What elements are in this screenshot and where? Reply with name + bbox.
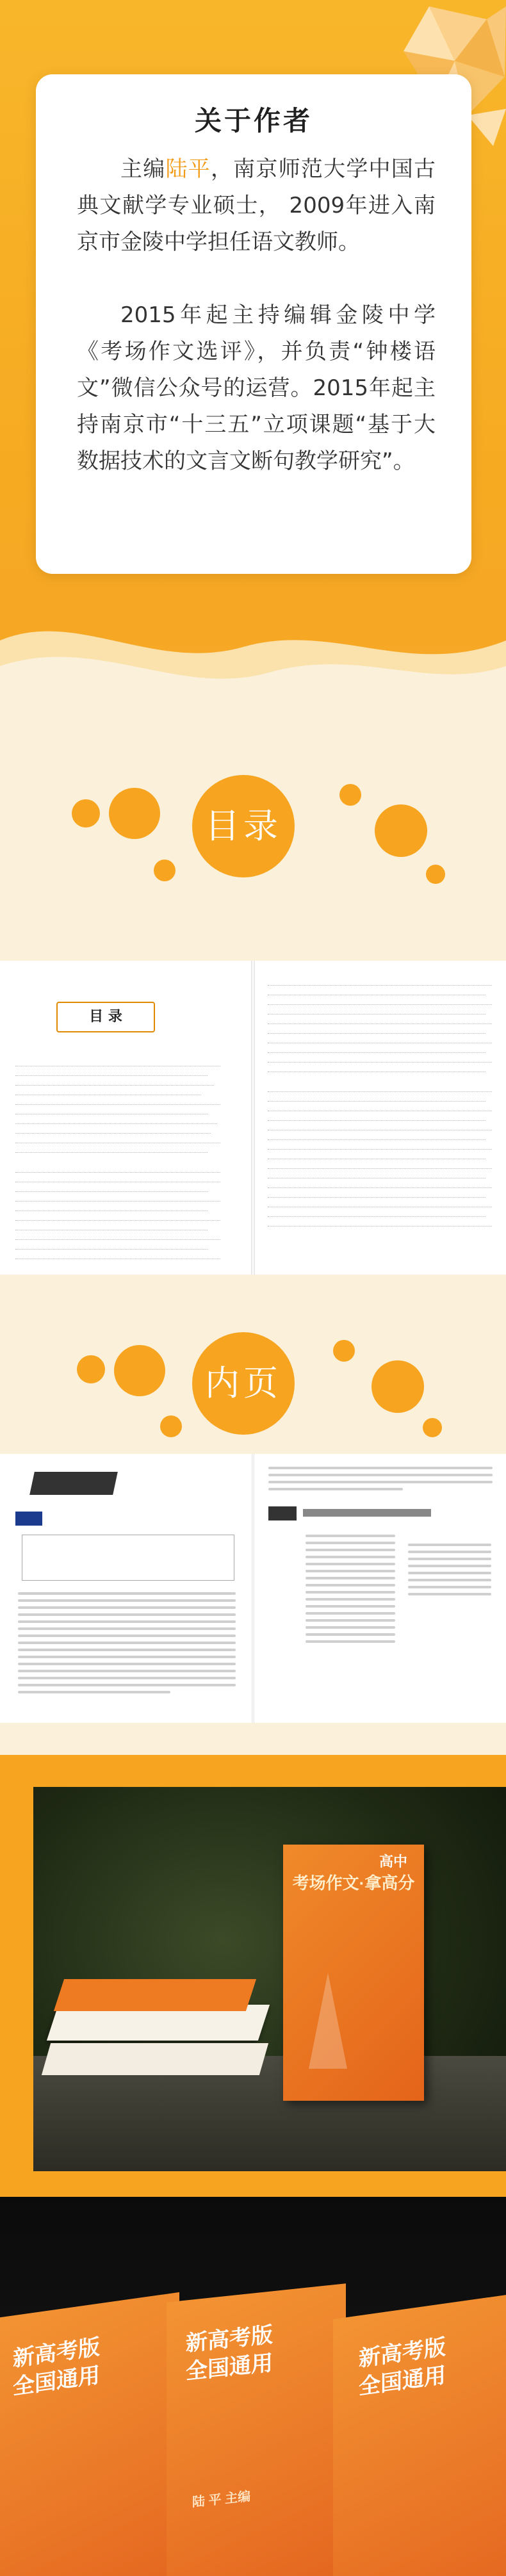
section-tag	[15, 1512, 42, 1526]
author-para1-prefix: 主编	[120, 156, 166, 182]
toc-row	[15, 1124, 211, 1134]
toc-row	[268, 1198, 492, 1207]
essay-text	[306, 1535, 395, 1682]
body-text	[268, 1467, 493, 1495]
toc-row	[15, 1211, 220, 1221]
toc-row	[268, 1005, 486, 1015]
toc-row	[268, 1169, 486, 1178]
cover-badge-2: 全国通用	[186, 2351, 273, 2384]
decor-dot	[109, 788, 160, 839]
toc-row	[268, 995, 492, 1005]
toc-row	[15, 1182, 208, 1192]
decor-dot	[371, 1360, 424, 1413]
cover-badge-2: 全国通用	[13, 2363, 100, 2400]
toc-row	[268, 1130, 486, 1140]
body-text	[18, 1592, 236, 1698]
section-tag	[268, 1506, 297, 1520]
author-name: 陆平	[165, 156, 211, 182]
toc-row	[268, 1121, 492, 1130]
toc-page-heading: 目 录	[56, 1002, 155, 1032]
toc-row	[15, 1095, 220, 1105]
book-stack-cover	[54, 1979, 256, 2011]
book-cover-right	[333, 2292, 506, 2576]
section-heading	[303, 1509, 431, 1517]
toc-row	[15, 1057, 220, 1066]
toc-row	[268, 1102, 492, 1111]
toc-row	[15, 1076, 214, 1086]
book-photo-closeup	[0, 2197, 506, 2576]
toc-row	[268, 1034, 492, 1043]
toc-row	[268, 1111, 486, 1121]
toc-row	[15, 1192, 220, 1202]
decor-dot	[375, 804, 427, 857]
toc-row	[268, 1217, 492, 1227]
toc-row	[268, 1024, 486, 1034]
toc-page-left	[0, 961, 251, 1275]
toc-page-right	[255, 961, 506, 1275]
book-cover-subtitle: 高中	[379, 1854, 408, 1870]
toc-row	[268, 1150, 486, 1159]
author-paragraph-1	[77, 151, 436, 261]
cover-badge: 新高考版	[13, 2335, 100, 2372]
pages-title: 内页	[192, 1332, 295, 1435]
toc-row	[15, 1105, 208, 1114]
toc-row	[15, 1066, 208, 1076]
decor-dot	[426, 865, 445, 884]
mountain-illustration	[309, 1973, 347, 2069]
book-cover-title: 考场作文·拿高分	[292, 1873, 415, 1893]
decor-dot	[160, 1415, 182, 1437]
inner-page-left	[0, 1454, 252, 1723]
author-card	[36, 74, 471, 574]
wave-divider	[0, 602, 506, 717]
toc-row	[15, 1240, 208, 1250]
toc-row	[268, 1082, 492, 1092]
quote-box	[22, 1535, 234, 1581]
toc-row	[15, 1114, 217, 1124]
toc-row	[15, 1143, 208, 1153]
toc-row	[268, 1178, 492, 1188]
book-stack-bottom	[42, 2043, 268, 2075]
author-para1-suffix: ，南京师范大学中国古典文献学专业硕士， 2009年进入南京市金陵中学担任语文教师。	[77, 156, 436, 255]
cover-editor: 陆 平 主编	[192, 2489, 251, 2510]
decor-dot	[339, 784, 361, 806]
toc-row	[15, 1202, 208, 1211]
toc-list-right	[268, 976, 492, 1227]
toc-row	[15, 1250, 220, 1259]
toc-list-left	[15, 1057, 233, 1259]
toc-row	[15, 1221, 208, 1230]
cover-badge: 新高考版	[186, 2322, 273, 2356]
toc-row	[268, 976, 492, 986]
toc-row	[268, 1207, 486, 1217]
cover-badge-2: 全国通用	[359, 2363, 446, 2400]
toc-row	[268, 1140, 492, 1150]
decor-dot	[114, 1345, 165, 1396]
inner-page-right	[254, 1454, 506, 1723]
decor-dot	[77, 1355, 105, 1383]
toc-row	[15, 1134, 220, 1143]
toc-row	[268, 1063, 486, 1072]
standing-book	[283, 1845, 424, 2101]
toc-row	[268, 1043, 486, 1053]
cover-badge: 新高考版	[359, 2335, 446, 2372]
toc-row	[15, 1173, 220, 1182]
toc-row	[268, 986, 486, 995]
toc-row	[15, 1163, 220, 1173]
annotation-column	[408, 1544, 491, 1646]
book-photo-outdoor	[33, 1787, 506, 2171]
author-paragraph-2: 2015年起主持编辑金陵中学《考场作文选评》，并负责“钟楼语文”微信公众号的运营。2015年起主持南京市“十三五”立项课题“基于大数据技术的文言文断句教学研究”。	[77, 302, 436, 474]
decor-dot	[333, 1340, 355, 1362]
decor-dot	[423, 1418, 442, 1437]
chapter-banner	[29, 1472, 118, 1495]
toc-row	[268, 1015, 492, 1024]
toc-row	[268, 1053, 492, 1063]
toc-row	[268, 1092, 486, 1102]
book-cover-left	[0, 2292, 179, 2576]
toc-row	[268, 1159, 492, 1169]
book-cover-middle	[167, 2283, 346, 2576]
decor-dot	[154, 860, 175, 881]
decor-dot	[72, 799, 100, 827]
toc-row	[15, 1086, 201, 1095]
toc-row	[268, 1188, 486, 1198]
author-title: 关于作者	[194, 105, 313, 136]
catalog-title: 目录	[192, 775, 295, 877]
toc-row	[15, 1230, 220, 1240]
